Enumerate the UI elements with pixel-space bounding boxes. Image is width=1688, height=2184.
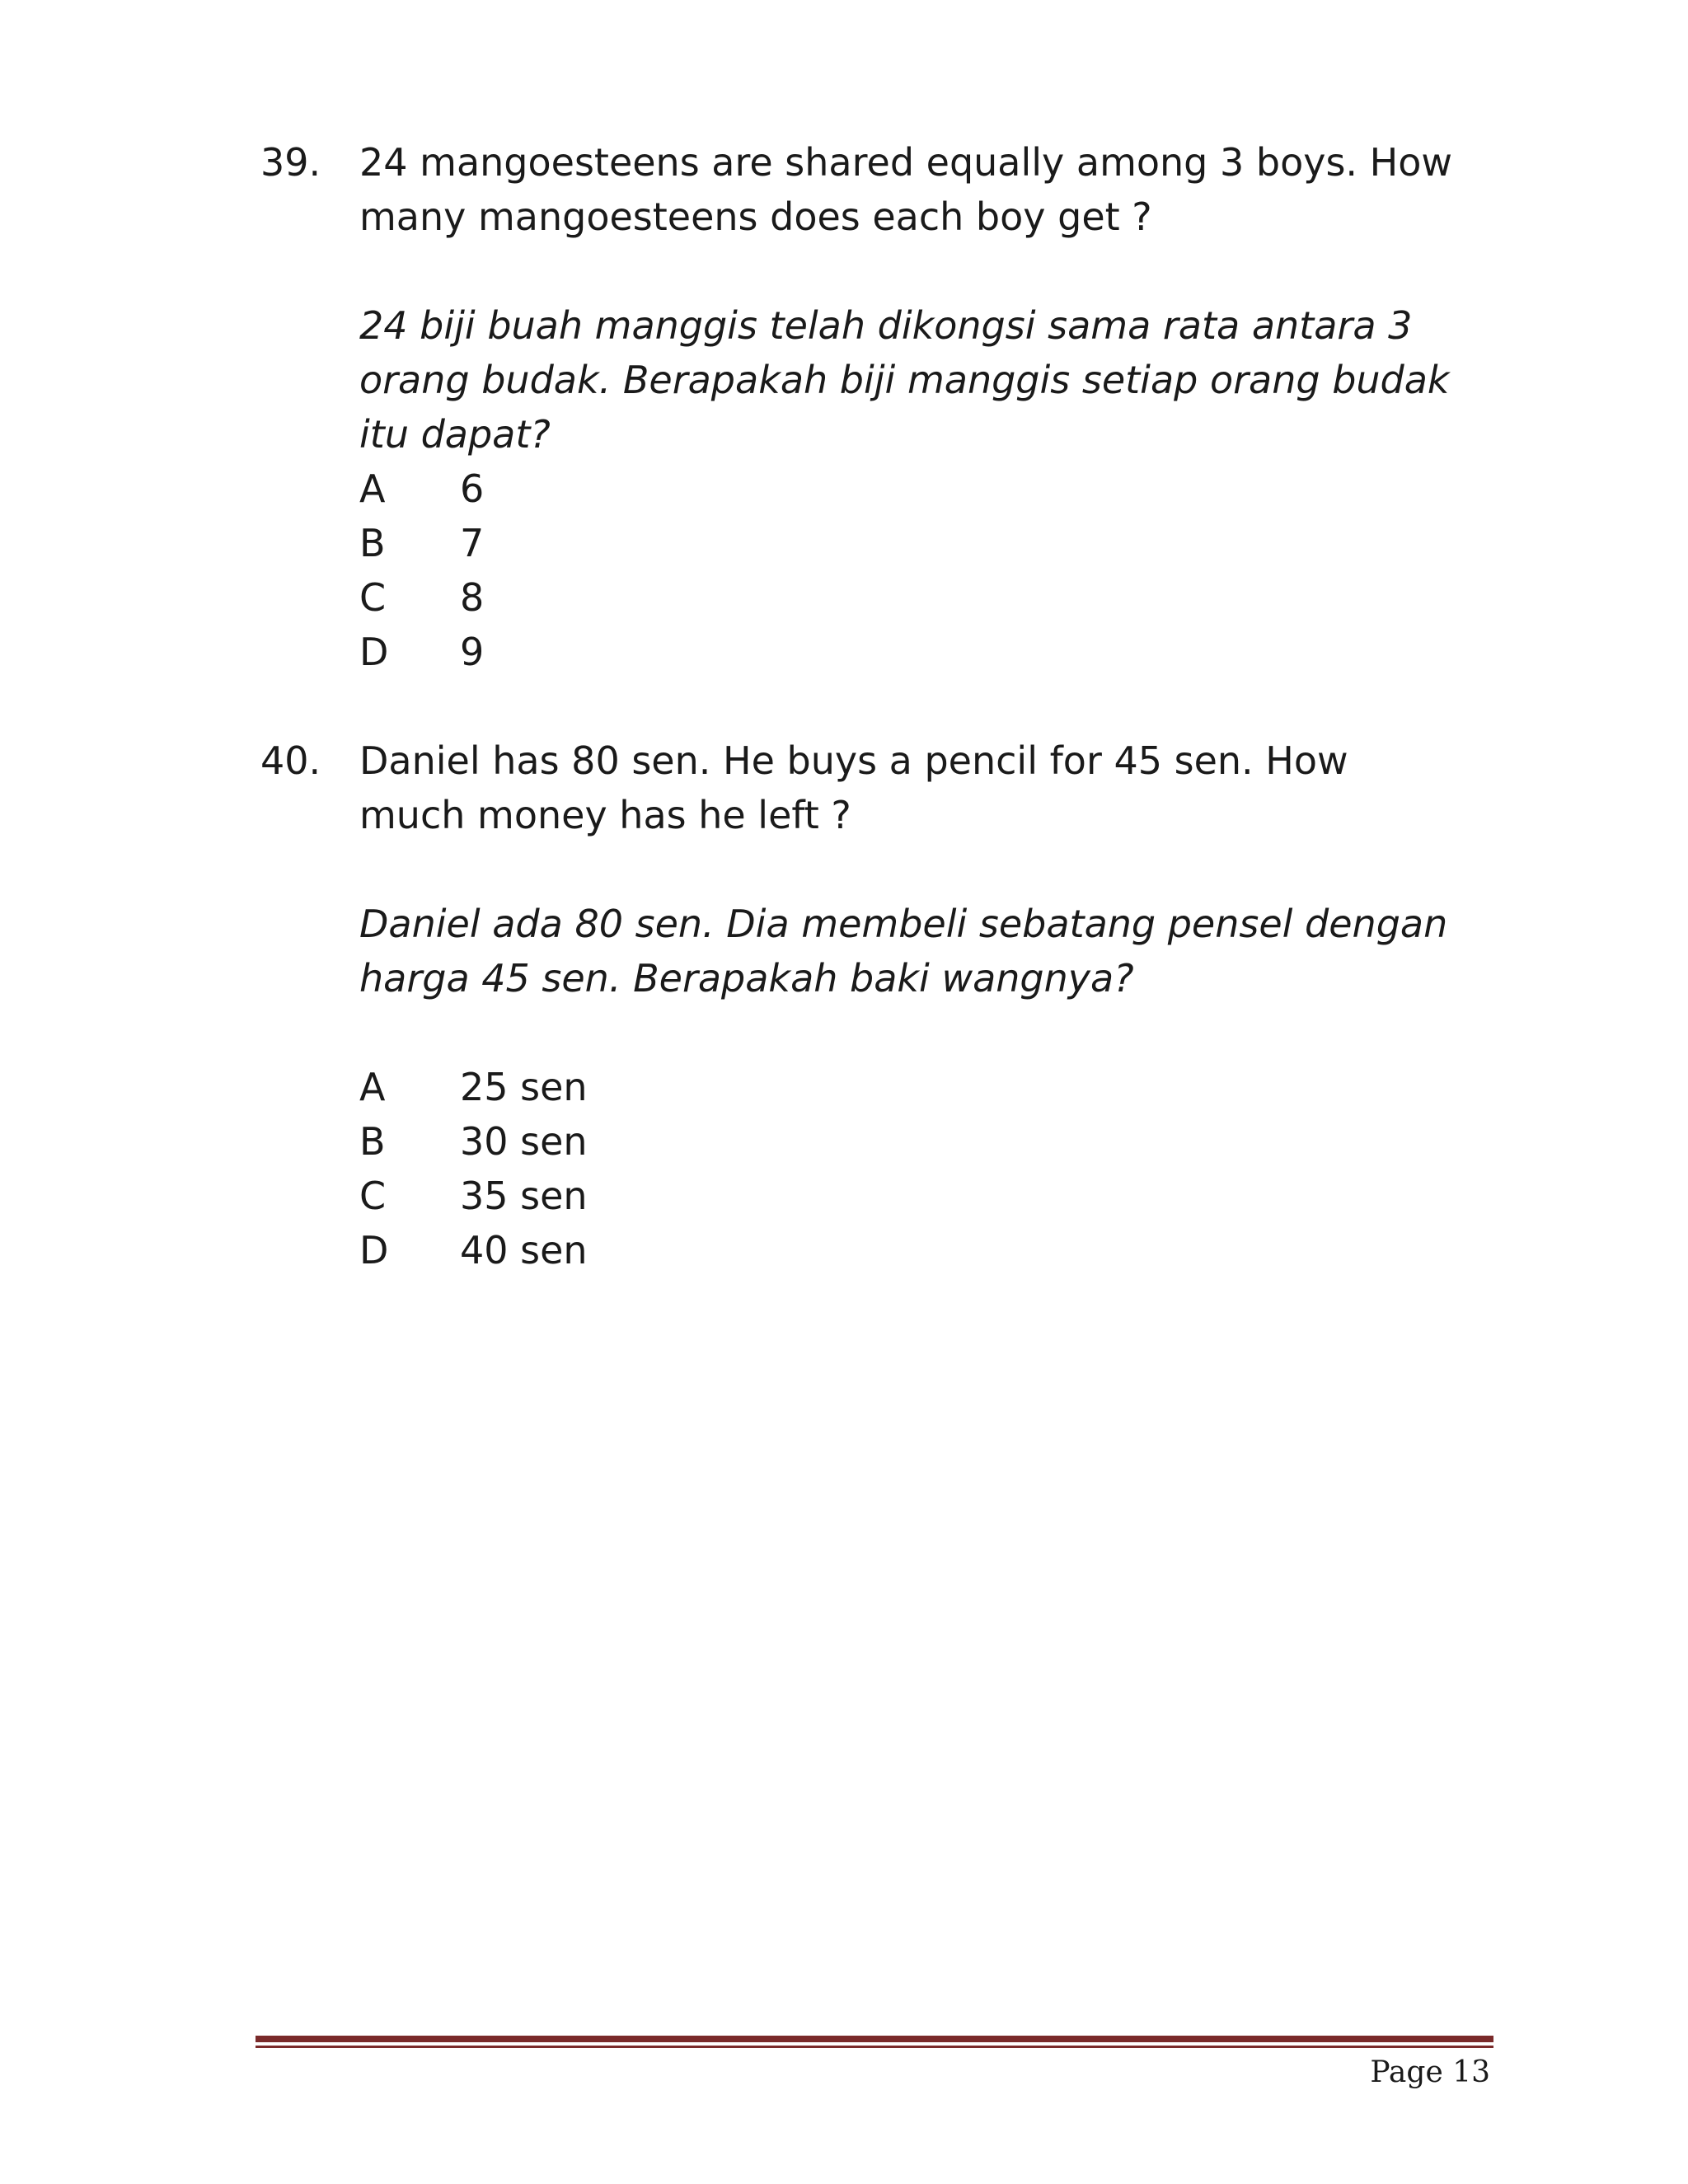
question-text-malay: Daniel ada 80 sen. Dia membeli sebatang pensel dengan harga 45 sen. Berapakah baki wangnya? [359, 902, 1448, 1001]
option-letter: A [359, 1065, 386, 1109]
footer-divider [256, 2036, 1493, 2042]
option-value: 25 sen [460, 1065, 588, 1109]
option-value: 9 [460, 630, 485, 674]
option-a[interactable] [359, 462, 1019, 516]
option-b[interactable] [359, 516, 1019, 570]
option-letter: B [359, 521, 386, 565]
page-number: Page 13 [1370, 2055, 1490, 2089]
option-c[interactable] [359, 570, 1019, 625]
question-text-english: Daniel has 80 sen. He buys a pencil for 45 sen. How much money has he left ? [359, 738, 1348, 837]
option-letter: B [359, 1119, 386, 1164]
option-value: 35 sen [460, 1174, 588, 1218]
option-letter: D [359, 1228, 389, 1272]
option-b[interactable] [359, 1114, 1019, 1169]
option-a[interactable] [359, 1060, 1019, 1114]
option-letter: C [359, 1174, 387, 1218]
question-number: 39. [260, 140, 321, 185]
footer-divider-thin [256, 2046, 1493, 2048]
option-value: 7 [460, 521, 485, 565]
option-letter: A [359, 466, 386, 511]
option-value: 40 sen [460, 1228, 588, 1272]
answer-options [359, 1060, 1019, 1277]
question-number: 40. [260, 738, 321, 783]
question-text-english: 24 mangoesteens are shared equally among 3 boys. How many mangoesteens does each boy get ? [359, 140, 1453, 239]
option-c[interactable] [359, 1169, 1019, 1223]
option-value: 6 [460, 466, 485, 511]
option-d[interactable] [359, 625, 1019, 679]
option-letter: D [359, 630, 389, 674]
option-d[interactable] [359, 1223, 1019, 1277]
answer-options [359, 462, 1019, 679]
option-letter: C [359, 575, 387, 620]
question-text-malay: 24 biji buah manggis telah dikongsi sama rata antara 3 orang budak. Berapakah biji manggis setiap orang budak itu dapat? [359, 303, 1450, 457]
option-value: 8 [460, 575, 485, 620]
option-value: 30 sen [460, 1119, 588, 1164]
